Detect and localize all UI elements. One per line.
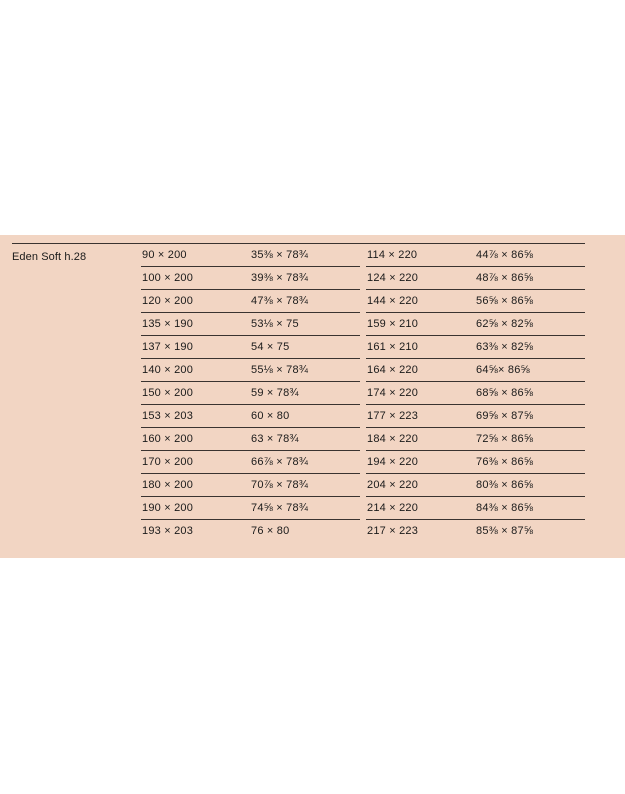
size-row	[366, 473, 585, 496]
size-row	[141, 381, 360, 404]
size-cm: 159 × 210	[367, 318, 419, 330]
size-cm: 150 × 200	[142, 387, 194, 399]
size-inches: 76 × 80	[251, 525, 290, 537]
size-table-panel	[0, 235, 625, 558]
size-inches: 48⅞ × 86⅝	[476, 272, 534, 284]
size-row	[366, 496, 585, 519]
size-row	[141, 496, 360, 519]
size-inches: 74⅝ × 78¾	[251, 502, 309, 514]
size-row	[141, 289, 360, 312]
size-row	[141, 427, 360, 450]
size-inches: 84⅜ × 86⅝	[476, 502, 534, 514]
size-inches: 80⅜ × 86⅝	[476, 479, 534, 491]
size-inches: 72⅝ × 86⅝	[476, 433, 534, 445]
size-cm: 217 × 223	[367, 525, 419, 537]
size-inches: 63⅜ × 82⅝	[476, 341, 534, 353]
size-inches: 39⅜ × 78¾	[251, 272, 309, 284]
size-row	[141, 519, 360, 542]
size-row	[366, 335, 585, 358]
size-cm: 160 × 200	[142, 433, 194, 445]
size-row	[141, 358, 360, 381]
size-inches: 85⅜ × 87⅝	[476, 525, 534, 537]
size-row	[366, 450, 585, 473]
size-inches: 54 × 75	[251, 341, 290, 353]
size-inches: 70⅞ × 78¾	[251, 479, 309, 491]
size-inches: 68⅝ × 86⅝	[476, 387, 534, 399]
size-row	[366, 427, 585, 450]
size-cm: 180 × 200	[142, 479, 194, 491]
size-row	[141, 404, 360, 427]
size-row	[366, 358, 585, 381]
size-inches: 76⅜ × 86⅝	[476, 456, 534, 468]
size-cm: 184 × 220	[367, 433, 419, 445]
size-inches: 59 × 78¾	[251, 387, 299, 399]
size-inches: 69⅝ × 87⅝	[476, 410, 534, 422]
size-inches: 35⅜ × 78¾	[251, 249, 309, 261]
size-row	[141, 312, 360, 335]
size-cm: 204 × 220	[367, 479, 419, 491]
size-cm: 193 × 203	[142, 525, 194, 537]
size-cm: 100 × 200	[142, 272, 194, 284]
size-cm: 194 × 220	[367, 456, 419, 468]
size-cm: 153 × 203	[142, 410, 194, 422]
size-inches: 60 × 80	[251, 410, 290, 422]
size-row	[141, 335, 360, 358]
table-top-rule	[12, 243, 585, 244]
size-cm: 137 × 190	[142, 341, 194, 353]
size-row	[141, 473, 360, 496]
size-inches: 47⅜ × 78¾	[251, 295, 309, 307]
size-inches: 53⅛ × 75	[251, 318, 299, 330]
size-cm: 120 × 200	[142, 295, 194, 307]
size-cm: 124 × 220	[367, 272, 419, 284]
size-column-group-left	[141, 243, 360, 542]
size-cm: 135 × 190	[142, 318, 194, 330]
size-row	[366, 381, 585, 404]
size-row	[366, 312, 585, 335]
size-cm: 177 × 223	[367, 410, 419, 422]
size-column-group-right	[366, 243, 585, 542]
size-cm: 144 × 220	[367, 295, 419, 307]
size-cm: 114 × 220	[367, 249, 418, 261]
size-cm: 164 × 220	[367, 364, 419, 376]
size-row	[366, 519, 585, 542]
size-cm: 90 × 200	[142, 249, 187, 261]
size-cm: 214 × 220	[367, 502, 419, 514]
size-inches: 66⅞ × 78¾	[251, 456, 309, 468]
size-row	[366, 289, 585, 312]
size-inches: 55⅛ × 78¾	[251, 364, 309, 376]
size-row	[366, 243, 585, 266]
size-row	[141, 450, 360, 473]
size-row	[366, 404, 585, 427]
size-cm: 174 × 220	[367, 387, 419, 399]
size-inches: 63 × 78¾	[251, 433, 299, 445]
size-inches: 64⅝× 86⅝	[476, 364, 530, 376]
size-row	[141, 266, 360, 289]
product-name: Eden Soft h.28	[12, 251, 87, 263]
size-cm: 170 × 200	[142, 456, 194, 468]
size-cm: 140 × 200	[142, 364, 194, 376]
size-row	[366, 266, 585, 289]
size-inches: 56⅝ × 86⅝	[476, 295, 534, 307]
size-row	[141, 243, 360, 266]
size-cm: 161 × 210	[367, 341, 419, 353]
size-inches: 62⅝ × 82⅝	[476, 318, 534, 330]
size-inches: 44⅞ × 86⅝	[476, 249, 534, 261]
size-cm: 190 × 200	[142, 502, 194, 514]
